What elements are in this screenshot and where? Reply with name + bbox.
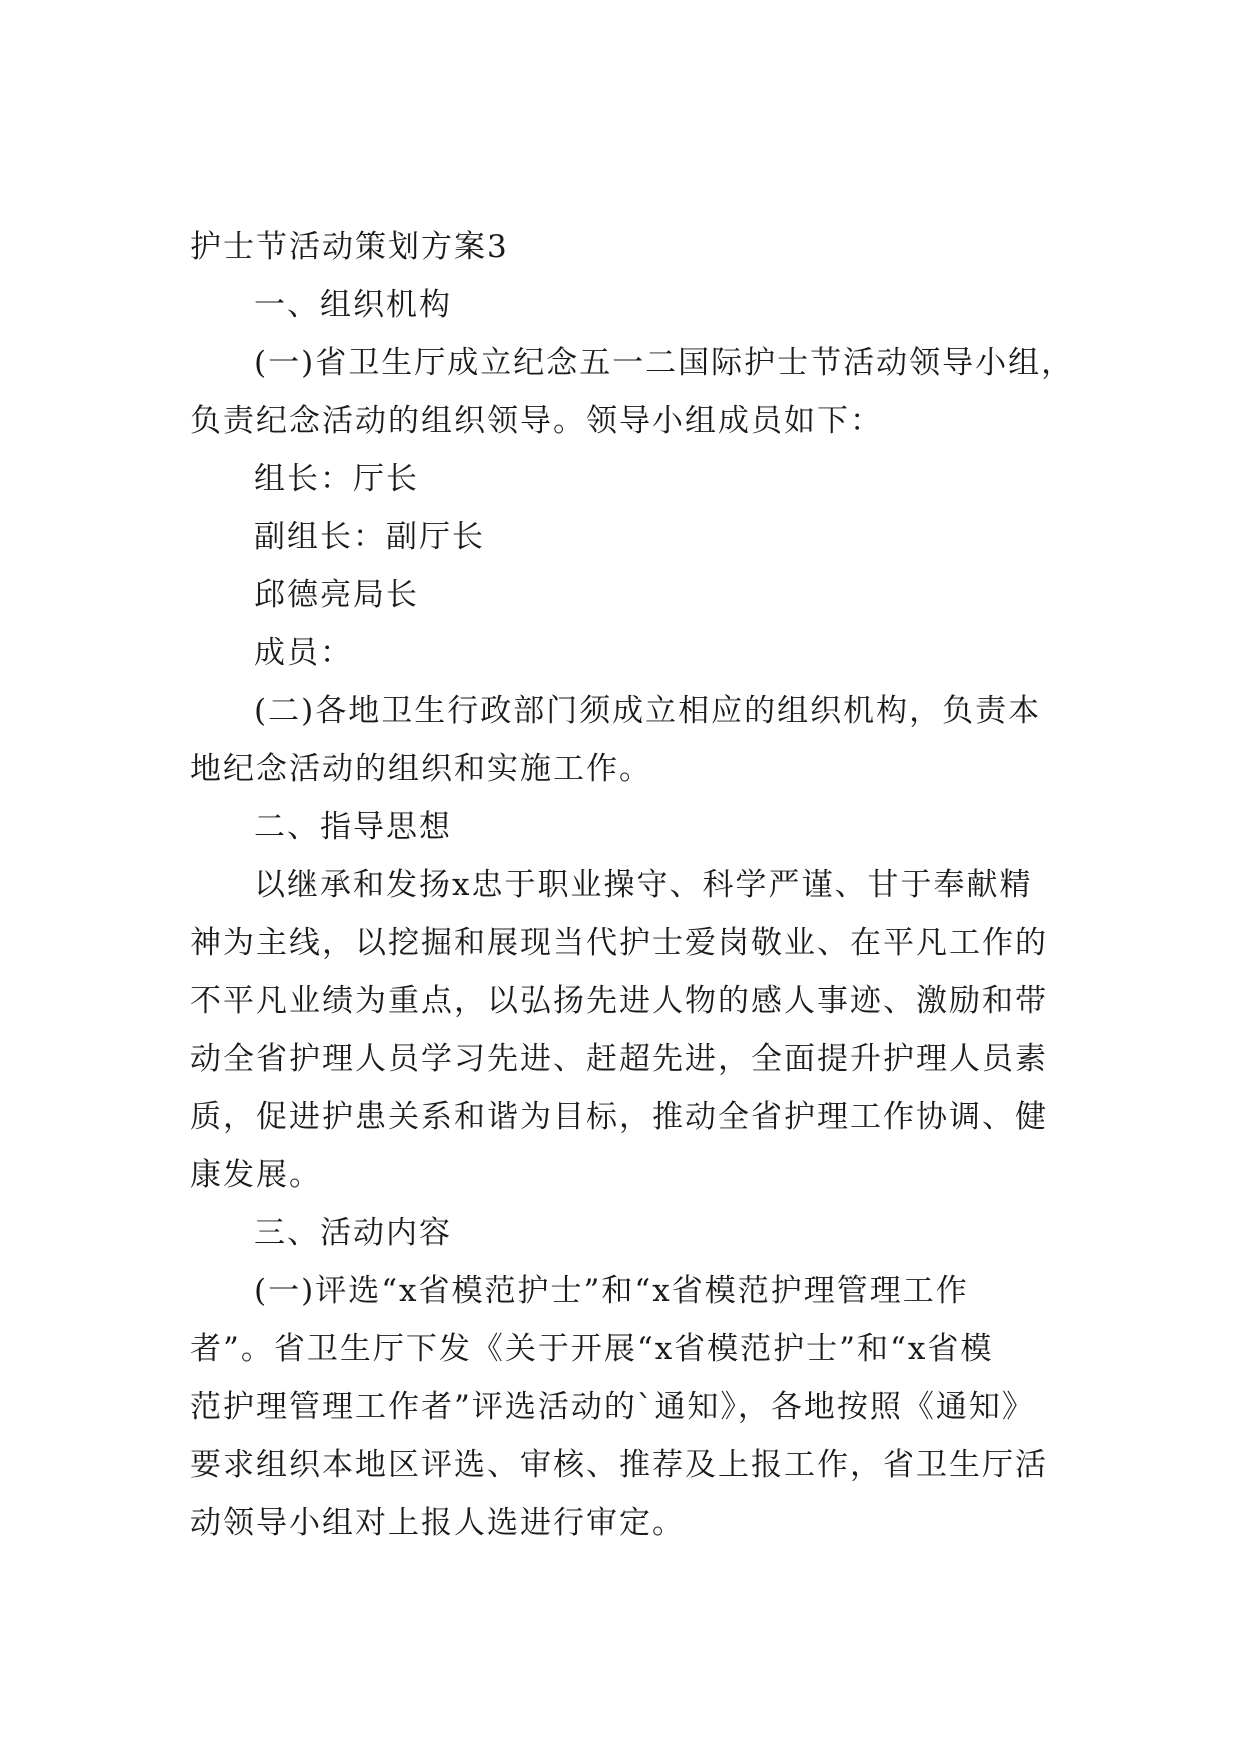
document-title: 护士节活动策划方案3 [190, 229, 509, 265]
paragraph-line: 以继承和发扬x忠于职业操守、科学严谨、甘于奉献精 [254, 867, 1033, 903]
paragraph-line: 动领导小组对上报人选进行审定。 [190, 1505, 685, 1541]
document-body [190, 218, 1075, 1552]
paragraph-line: 康发展。 [190, 1157, 322, 1193]
paragraph-line: 质，促进护患关系和谐为目标，推动全省护理工作协调、健 [190, 1099, 1048, 1135]
paragraph-line: (一)省卫生厅成立纪念五一二国际护士节活动领导小组， [254, 345, 1075, 381]
paragraph-line: 负责纪念活动的组织领导。领导小组成员如下： [190, 403, 883, 439]
paragraph-line: 要求组织本地区评选、审核、推荐及上报工作，省卫生厅活 [190, 1447, 1048, 1483]
paragraph-line: (一)评选“x省模范护士”和“x省模范护理管理工作 [254, 1273, 969, 1309]
section-heading-activity-content: 三、活动内容 [254, 1215, 452, 1251]
paragraph-line: 动全省护理人员学习先进、赶超先进，全面提升护理人员素 [190, 1041, 1048, 1077]
section-heading-guiding-ideology: 二、指导思想 [254, 809, 452, 845]
paragraph-line: 神为主线，以挖掘和展现当代护士爱岗敬业、在平凡工作的 [190, 925, 1048, 961]
paragraph-line: 者”。省卫生厅下发《关于开展“x省模范护士”和“x省模 [190, 1331, 994, 1367]
paragraph-line: 邱德亮局长 [254, 577, 419, 613]
paragraph-line: 地纪念活动的组织和实施工作。 [190, 751, 652, 787]
paragraph-line: 成员： [254, 635, 353, 671]
paragraph-line: 范护理管理工作者”评选活动的`通知》，各地按照《通知》 [190, 1389, 1035, 1425]
section-heading-organization: 一、组织机构 [254, 287, 452, 323]
paragraph-line: (二)各地卫生行政部门须成立相应的组织机构，负责本 [254, 693, 1042, 729]
paragraph-line: 组长：厅长 [254, 461, 419, 497]
paragraph-line: 副组长：副厅长 [254, 519, 485, 555]
paragraph-line: 不平凡业绩为重点，以弘扬先进人物的感人事迹、激励和带 [190, 983, 1048, 1019]
